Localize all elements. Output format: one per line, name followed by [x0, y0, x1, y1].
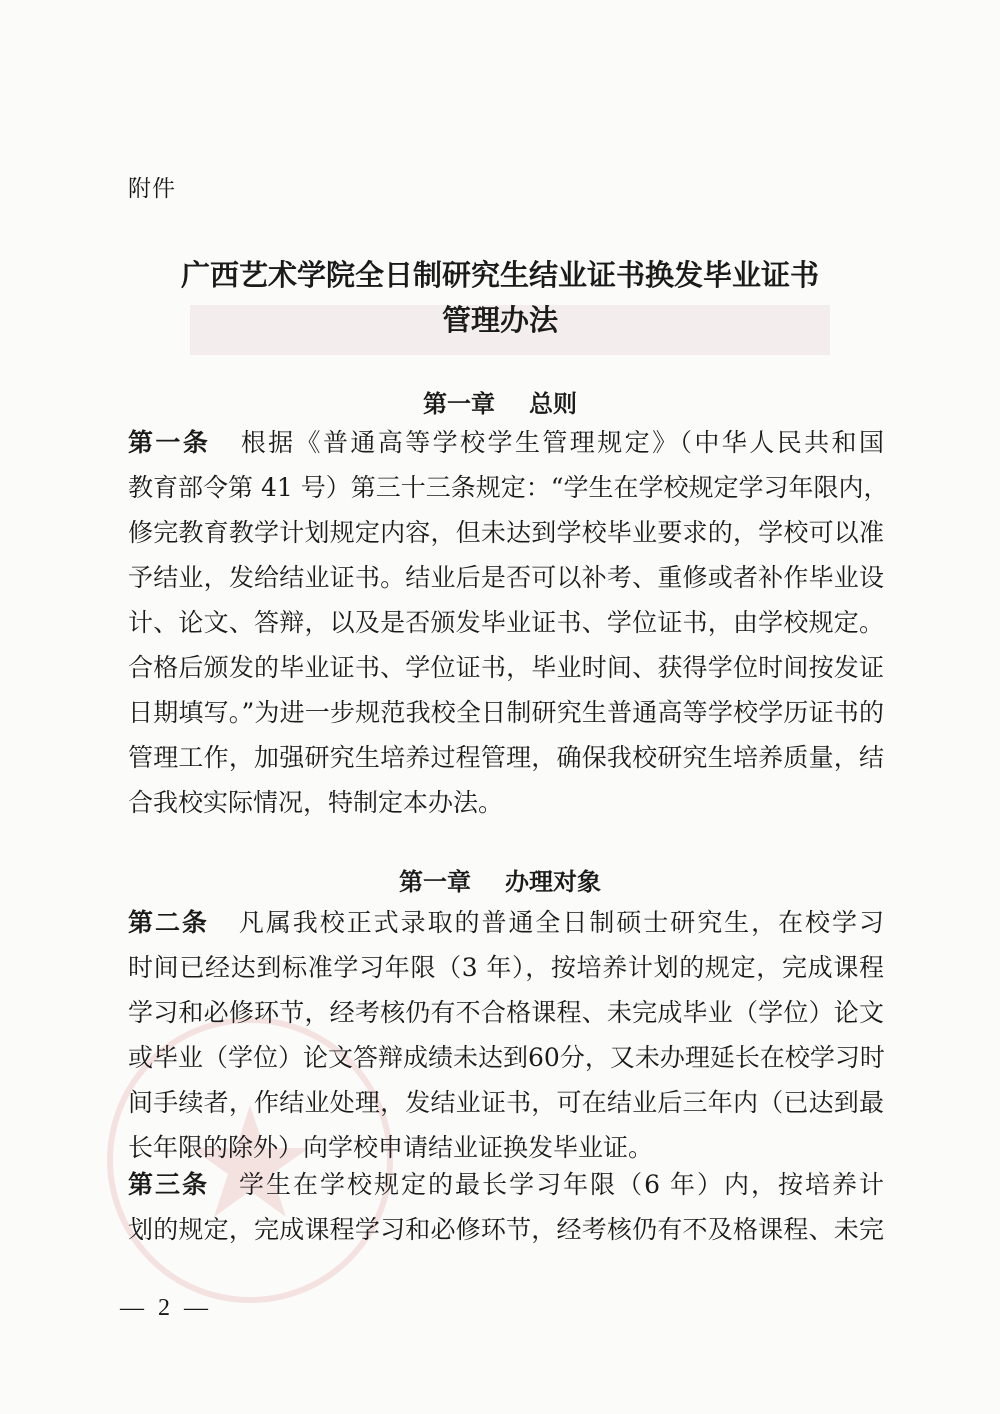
chapter-1-number: 第一章 [423, 390, 495, 418]
article-1-line: 计、论文、答辩，以及是否颁发毕业证书、学位证书，由学校规定。 [128, 608, 884, 637]
article-2-line: 学习和必修环节，经考核仍有不合格课程、未完成毕业（学位）论文 [128, 998, 884, 1027]
article-3 [128, 1162, 884, 1252]
article-1-line: 合我校实际情况，特制定本办法。 [128, 788, 504, 817]
article-1-line: 合格后颁发的毕业证书、学位证书，毕业时间、获得学位时间按发证 [128, 653, 884, 682]
attachment-label: 附件 [128, 176, 176, 202]
article-1-line: 管理工作，加强研究生培养过程管理，确保我校研究生培养质量，结 [128, 743, 884, 772]
article-2-line: 或毕业（学位）论文答辩成绩未达到60分，又未办理延长在校学习时 [128, 1043, 885, 1072]
chapter-2-number: 第一章 [399, 868, 471, 896]
article-2-line: 长年限的除外）向学校申请结业证换发毕业证。 [128, 1133, 654, 1162]
article-3-line: 划的规定，完成课程学习和必修环节，经考核仍有不及格课程、未完 [128, 1215, 884, 1244]
article-3-label: 第三条 [128, 1170, 210, 1199]
article-2-line: 间手续者，作结业处理，发结业证书，可在结业后三年内（已达到最 [128, 1088, 884, 1117]
article-2 [128, 900, 884, 1170]
chapter-1-name: 总则 [529, 390, 577, 418]
article-1 [128, 420, 889, 825]
article-1-line: 教育部令第 41 号）第三十三条规定：“学生在学校规定学习年限内， [128, 473, 889, 502]
article-1-label: 第一条 [128, 428, 211, 457]
chapter-1-heading [100, 384, 900, 419]
article-1-line: 予结业，发给结业证书。结业后是否可以补考、重修或者补作毕业设 [128, 563, 884, 592]
document-title-line-1: 广西艺术学院全日制研究生结业证书换发毕业证书 [180, 258, 819, 292]
chapter-2-name: 办理对象 [505, 868, 601, 896]
article-2-line: 第二条 凡属我校正式录取的普通全日制硕士研究生，在校学习 [128, 908, 884, 937]
article-2-label: 第二条 [128, 908, 209, 937]
article-1-line: 第一条 根据《普通高等学校学生管理规定》（中华人民共和国 [128, 428, 884, 457]
page-number: — 2 — [120, 1295, 212, 1321]
chapter-2-heading [100, 862, 900, 897]
article-1-line: 修完教育教学计划规定内容，但未达到学校毕业要求的，学校可以准 [128, 518, 884, 547]
article-1-line: 日期填写。”为进一步规范我校全日制研究生普通高等学校学历证书的 [128, 698, 884, 727]
document-title-line-2: 管理办法 [441, 303, 558, 337]
article-2-line: 时间已经达到标准学习年限（3 年），按培养计划的规定，完成课程 [128, 953, 884, 982]
article-3-line: 第三条 学生在学校规定的最长学习年限（6 年）内，按培养计 [128, 1170, 884, 1199]
